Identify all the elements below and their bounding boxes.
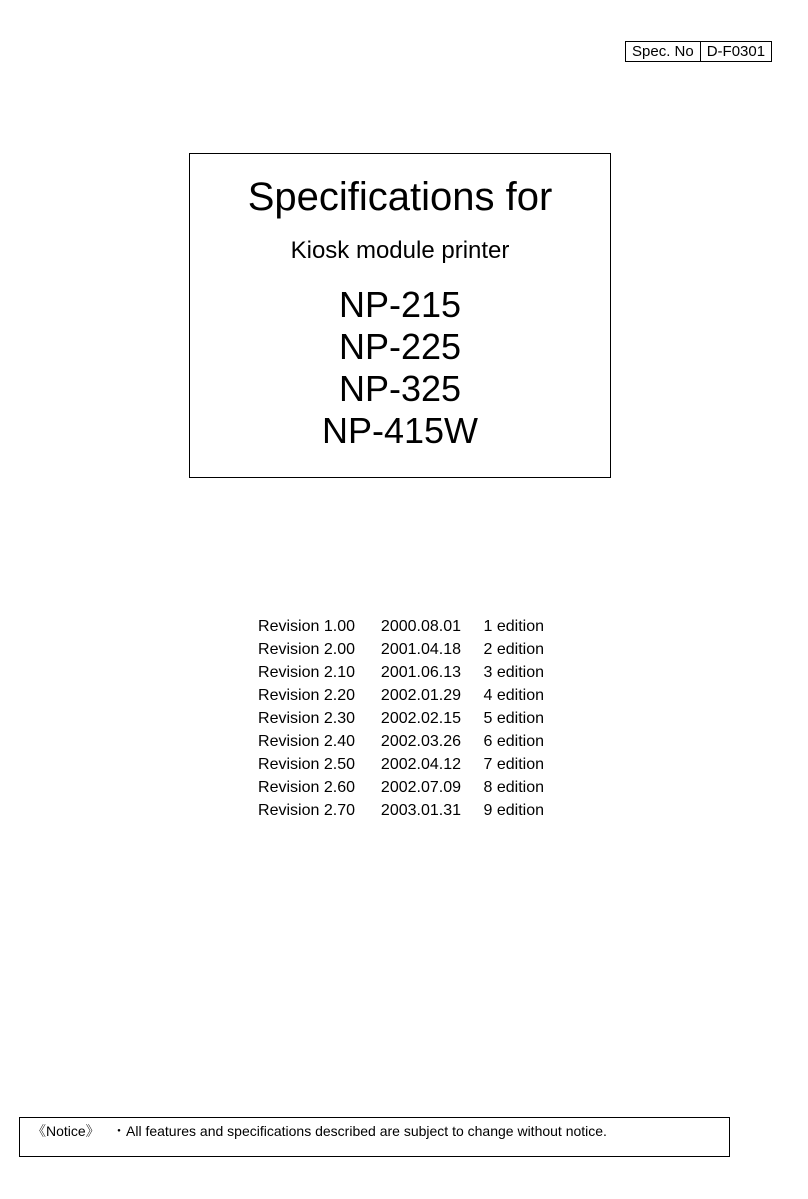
revision-date: 2002.01.29 (380, 687, 461, 704)
revision-edition: 3 edition (483, 664, 544, 681)
revision-date: 2002.03.26 (380, 733, 461, 750)
revision-number: Revision 1.00 (258, 618, 355, 635)
title-box (189, 153, 611, 478)
spec-number-box (625, 41, 772, 62)
revision-date: 2002.07.09 (380, 779, 461, 796)
revision-edition: 8 edition (483, 779, 544, 796)
revision-row (240, 730, 544, 753)
revision-date: 2001.04.18 (380, 641, 461, 658)
revision-edition: 6 edition (483, 733, 544, 750)
notice-text: ・All features and specifications described are subject to change without notice. (112, 1123, 607, 1139)
revision-date: 2003.01.31 (380, 802, 461, 819)
notice-label: 《Notice》 (32, 1123, 100, 1139)
model-list (190, 284, 610, 452)
revision-row (240, 799, 544, 822)
revision-date: 2000.08.01 (380, 618, 461, 635)
revision-row (240, 661, 544, 684)
revision-date: 2001.06.13 (380, 664, 461, 681)
revision-edition: 2 edition (483, 641, 544, 658)
revision-number: Revision 2.70 (258, 802, 355, 819)
revision-row (240, 684, 544, 707)
document-title: Specifications for (247, 175, 553, 219)
revision-edition: 9 edition (483, 802, 544, 819)
model-name: NP-325 (338, 368, 462, 409)
revision-edition: 1 edition (483, 618, 544, 635)
document-subtitle: Kiosk module printer (290, 237, 510, 264)
spec-number: D-F0301 (706, 43, 766, 60)
revision-edition: 5 edition (483, 710, 544, 727)
revision-edition: 7 edition (483, 756, 544, 773)
revision-row (240, 615, 544, 638)
notice-box (19, 1117, 730, 1157)
revision-row (240, 776, 544, 799)
revision-date: 2002.02.15 (380, 710, 461, 727)
revision-row (240, 753, 544, 776)
revision-number: Revision 2.50 (258, 756, 355, 773)
revision-date: 2002.04.12 (380, 756, 461, 773)
model-name: NP-215 (338, 284, 462, 325)
model-name: NP-415W (321, 410, 479, 451)
revision-history (240, 615, 544, 822)
model-name: NP-225 (338, 326, 462, 367)
revision-number: Revision 2.30 (258, 710, 355, 727)
revision-number: Revision 2.10 (258, 664, 355, 681)
spec-label: Spec. No (626, 42, 701, 61)
revision-number: Revision 2.60 (258, 779, 355, 796)
revision-number: Revision 2.00 (258, 641, 355, 658)
revision-edition: 4 edition (483, 687, 544, 704)
revision-number: Revision 2.20 (258, 687, 355, 704)
revision-number: Revision 2.40 (258, 733, 355, 750)
revision-row (240, 638, 544, 661)
revision-row (240, 707, 544, 730)
